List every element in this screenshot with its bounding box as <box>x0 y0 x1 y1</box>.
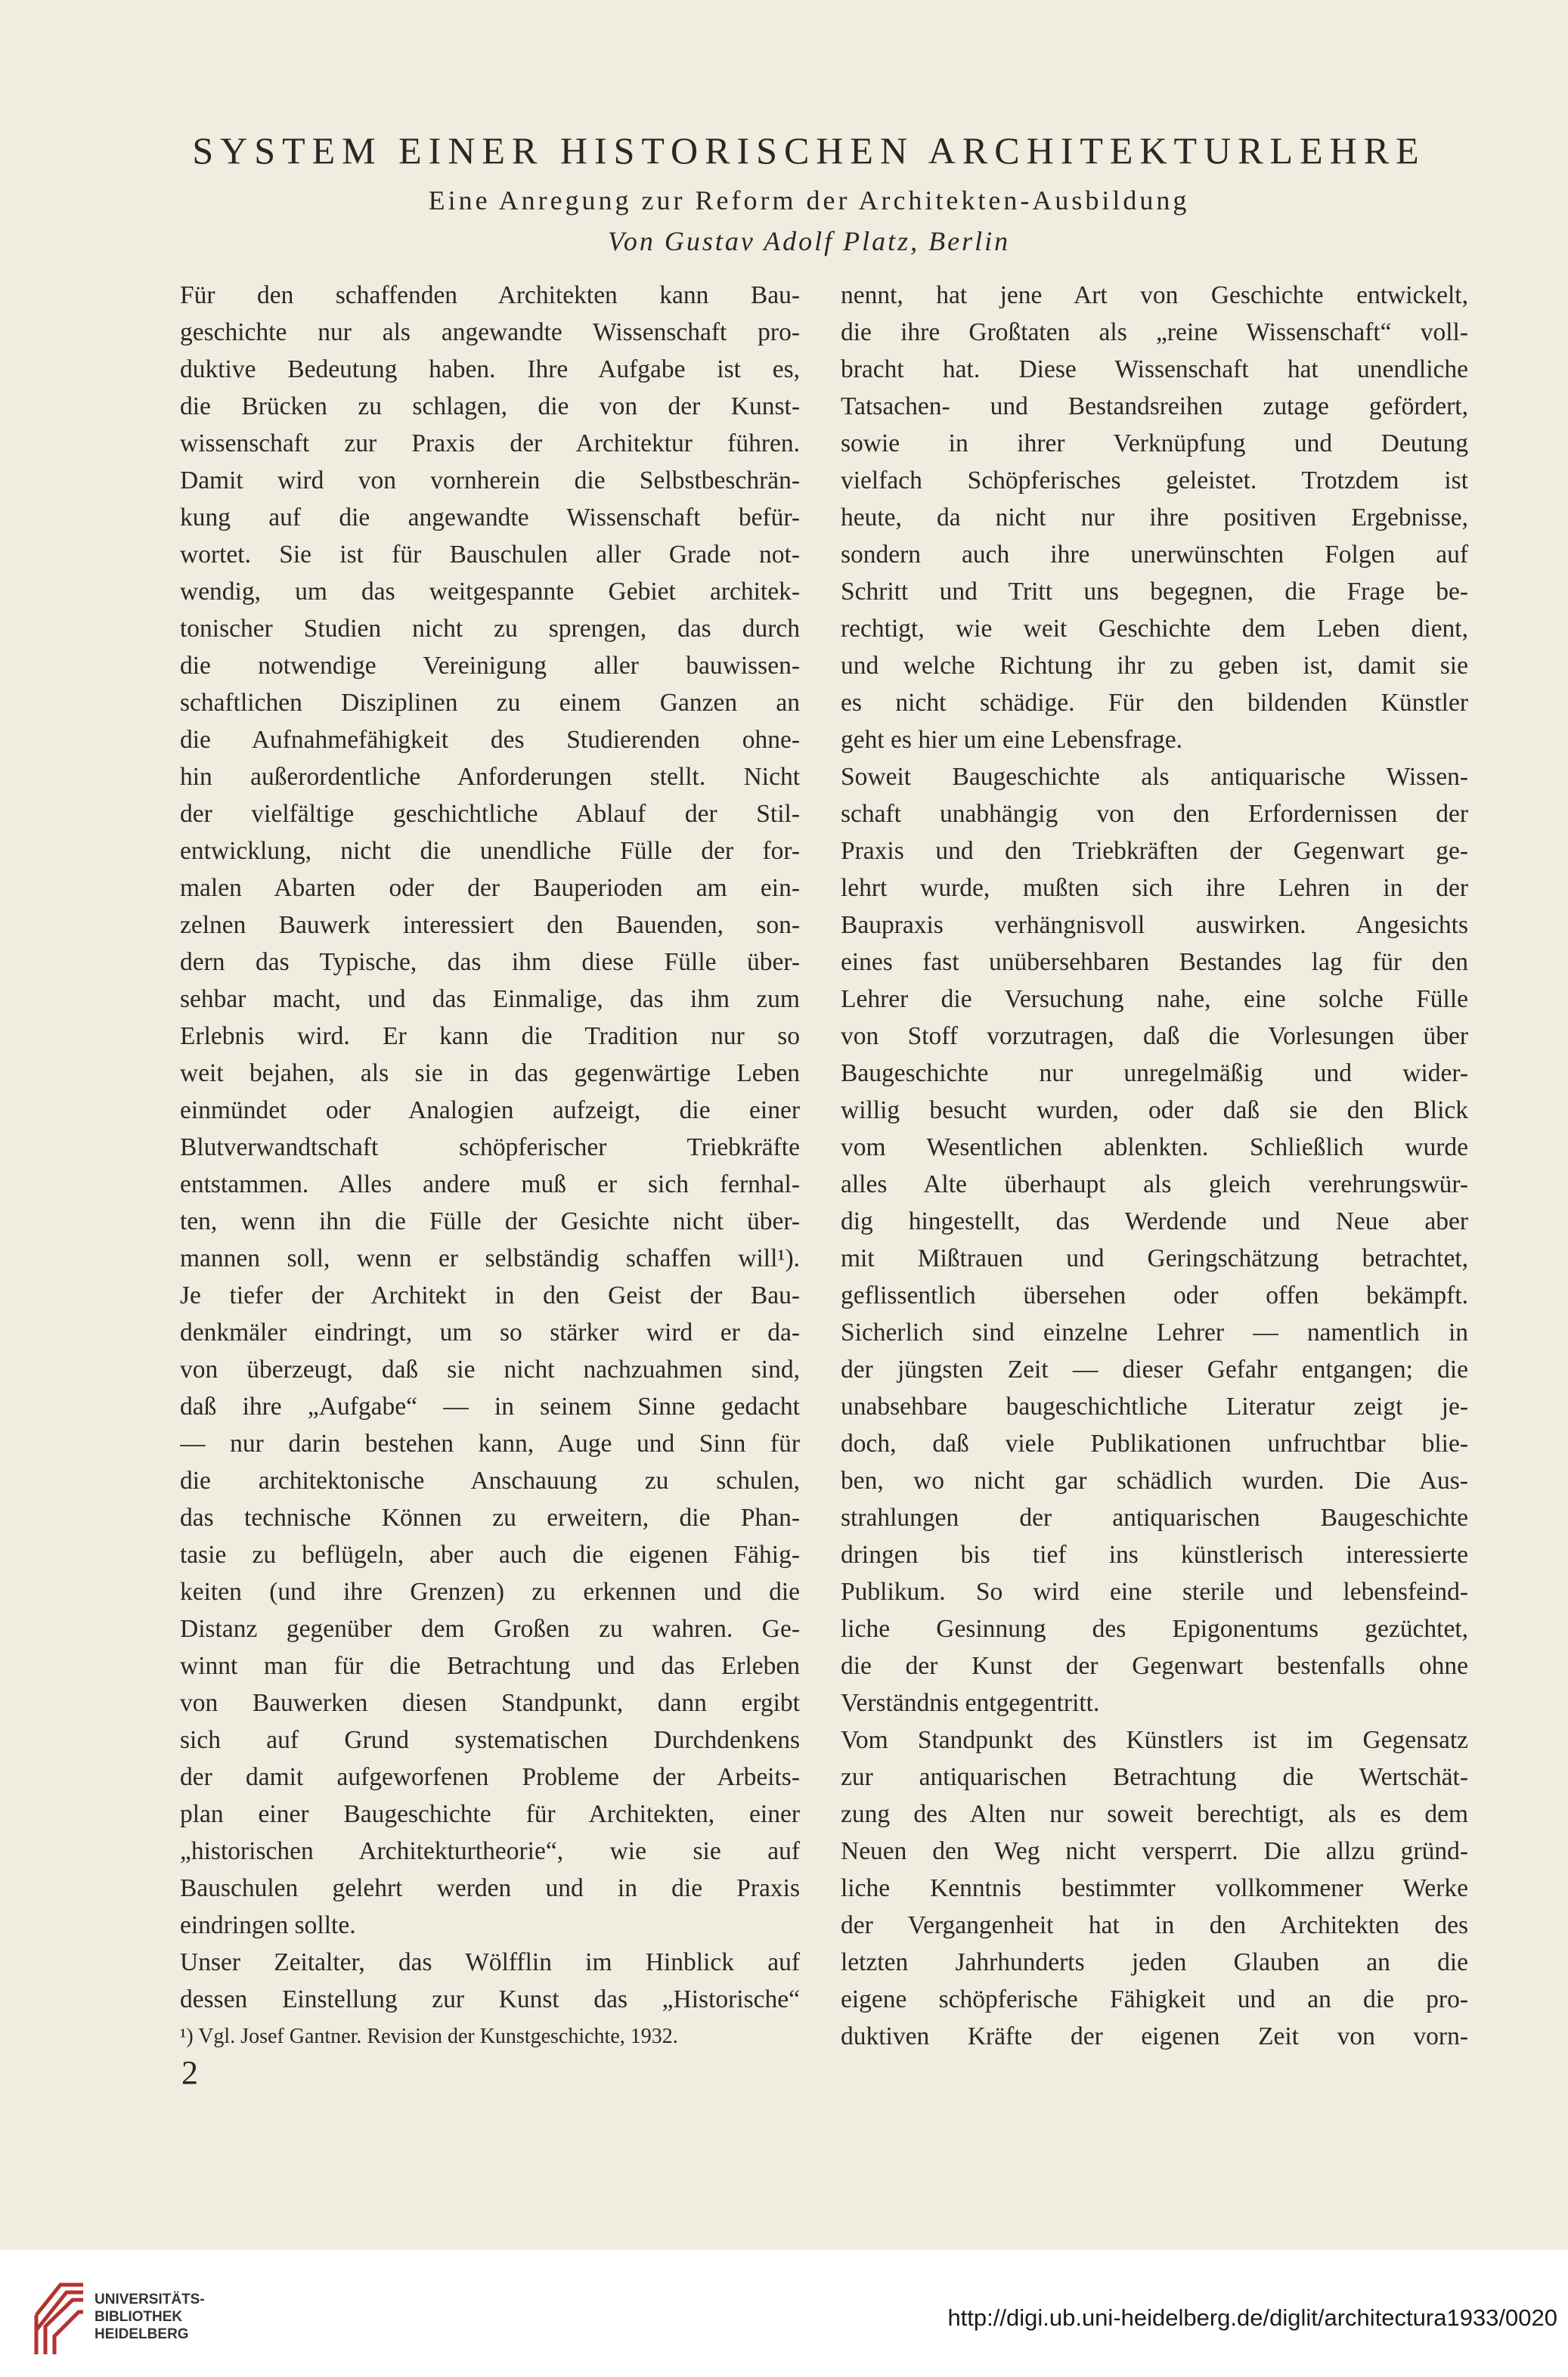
text-line: Für den schaffenden Architekten kann Bau- <box>180 281 800 309</box>
text-line: das technische Können zu erweitern, die Phan- <box>180 1504 800 1532</box>
text-line: Bauschulen gelehrt werden und in die Praxis <box>180 1874 800 1902</box>
text-line: Soweit Baugeschichte als antiquarische Wissen- <box>841 763 1468 791</box>
text-line: alles Alte überhaupt als gleich verehrungswür- <box>841 1170 1468 1198</box>
text-line: von Stoff vorzutragen, daß die Vorlesungen über <box>841 1022 1468 1050</box>
text-line: vielfach Schöpferisches geleistet. Trotzdem ist <box>841 466 1468 494</box>
text-line: zur antiquarischen Betrachtung die Wertschät- <box>841 1763 1468 1791</box>
text-line: doch, daß viele Publikationen unfruchtbar blie- <box>841 1430 1468 1458</box>
text-line: Sicherlich sind einzelne Lehrer — namentlich in <box>841 1319 1468 1347</box>
text-line: Distanz gegenüber dem Großen zu wahren. Ge- <box>180 1615 800 1643</box>
text-line: sehbar macht, und das Einmalige, das ihm zum <box>180 985 800 1013</box>
text-line: es nicht schädige. Für den bildenden Künstler <box>841 689 1468 717</box>
text-line: Praxis und den Triebkräften der Gegenwart ge- <box>841 837 1468 865</box>
text-line: kung auf die angewandte Wissenschaft befür- <box>180 504 800 531</box>
library-logo-icon <box>30 2270 89 2360</box>
text-line: eigene schöpferische Fähigkeit und an die pro- <box>841 1985 1468 2013</box>
text-line: die der Kunst der Gegenwart bestenfalls ohne <box>841 1652 1468 1680</box>
page-number: 2 <box>181 2054 198 2091</box>
text-line: ten, wenn ihn die Fülle der Gesichte nicht über- <box>180 1207 800 1235</box>
text-line: nennt, hat jene Art von Geschichte entwickelt, <box>841 281 1468 309</box>
text-line: die Aufnahmefähigkeit des Studierenden ohne- <box>180 726 800 754</box>
text-line: sowie in ihrer Verknüpfung und Deutung <box>841 429 1468 457</box>
text-line: Damit wird von vornherein die Selbstbeschrän- <box>180 466 800 494</box>
text-line: lehrt wurde, mußten sich ihre Lehren in der <box>841 874 1468 902</box>
text-line: Baugeschichte nur unregelmäßig und wider- <box>841 1059 1468 1087</box>
text-line: Je tiefer der Architekt in den Geist der Bau- <box>180 1281 800 1309</box>
text-line: eines fast unübersehbaren Bestandes lag für den <box>841 948 1468 976</box>
text-line: dern das Typische, das ihm diese Fülle über- <box>180 948 800 976</box>
text-line: dringen bis tief ins künstlerisch interessierte <box>841 1541 1468 1569</box>
right-column <box>841 277 1468 2055</box>
text-line: daß ihre „Aufgabe“ — in seinem Sinne gedacht <box>180 1393 800 1421</box>
text-line: „historischen Architekturtheorie“, wie sie auf <box>180 1837 800 1865</box>
text-line: eindringen sollte. <box>180 1911 356 1939</box>
text-line: wendig, um das weitgespannte Gebiet architek- <box>180 578 800 606</box>
text-line: und welche Richtung ihr zu geben ist, damit sie <box>841 652 1468 680</box>
text-line: ben, wo nicht gar schädlich wurden. Die Aus- <box>841 1467 1468 1495</box>
text-line: Lehrer die Versuchung nahe, eine solche Fülle <box>841 985 1468 1013</box>
text-line: Verständnis entgegentritt. <box>841 1689 1100 1717</box>
text-line: zelnen Bauwerk interessiert den Bauenden, son- <box>180 911 800 939</box>
library-name <box>95 2291 205 2343</box>
text-line: der jüngsten Zeit — dieser Gefahr entgangen; die <box>841 1356 1468 1384</box>
text-line: von Bauwerken diesen Standpunkt, dann ergibt <box>180 1689 800 1717</box>
text-line: mannen soll, wenn er selbständig schaffen will¹). <box>180 1244 800 1272</box>
text-line: geht es hier um eine Lebensfrage. <box>841 726 1183 754</box>
text-line: duktiven Kräfte der eigenen Zeit von vorn- <box>841 2022 1468 2050</box>
text-line: der damit aufgeworfenen Probleme der Arbeits- <box>180 1763 800 1791</box>
text-line: — nur darin bestehen kann, Auge und Sinn für <box>180 1430 800 1458</box>
text-line: dessen Einstellung zur Kunst das „Historische“ <box>180 1985 800 2013</box>
text-line: geschichte nur als angewandte Wissenschaft pro- <box>180 318 800 346</box>
text-line: Baupraxis verhängnisvoll auswirken. Angesichts <box>841 911 1468 939</box>
text-line: entstammen. Alles andere muß er sich fernhal- <box>180 1170 800 1198</box>
text-line: dig hingestellt, das Werdende und Neue aber <box>841 1207 1468 1235</box>
text-line: malen Abarten oder der Bauperioden am ein- <box>180 874 800 902</box>
text-line: rechtigt, wie weit Geschichte dem Leben dient, <box>841 615 1468 643</box>
text-line: heute, da nicht nur ihre positiven Ergebnisse, <box>841 504 1468 531</box>
text-line: tasie zu beflügeln, aber auch die eigenen Fähig- <box>180 1541 800 1569</box>
text-line: zung des Alten nur soweit berechtigt, als es dem <box>841 1800 1468 1828</box>
source-url-link[interactable]: http://digi.ub.uni-heidelberg.de/diglit/architectura1933/0020 <box>947 2304 1557 2331</box>
text-line: Publikum. So wird eine sterile und lebensfeind- <box>841 1578 1468 1606</box>
text-line: Unser Zeitalter, das Wölfflin im Hinblick auf <box>180 1948 800 1976</box>
text-line: die architektonische Anschauung zu schulen, <box>180 1467 800 1495</box>
text-line: von überzeugt, daß sie nicht nachzuahmen sind, <box>180 1356 800 1384</box>
text-line: tonischer Studien nicht zu sprengen, das durch <box>180 615 800 643</box>
text-line: Neuen den Weg nicht versperrt. Die allzu gründ- <box>841 1837 1468 1865</box>
text-line: keiten (und ihre Grenzen) zu erkennen und die <box>180 1578 800 1606</box>
text-line: willig besucht wurden, oder daß sie den Blick <box>841 1096 1468 1124</box>
text-line: duktive Bedeutung haben. Ihre Aufgabe ist es, <box>180 355 800 383</box>
article-title: SYSTEM EINER HISTORISCHEN ARCHITEKTURLEHRE <box>192 129 1426 172</box>
text-line: Vom Standpunkt des Künstlers ist im Gegensatz <box>841 1726 1468 1754</box>
text-line: hin außerordentliche Anforderungen stellt. Nicht <box>180 763 800 791</box>
left-column <box>180 277 800 2055</box>
text-line: vom Wesentlichen ablenkten. Schließlich wurde <box>841 1133 1468 1161</box>
text-line: der vielfältige geschichtliche Ablauf der Stil- <box>180 800 800 828</box>
text-line: die ihre Großtaten als „reine Wissenschaft“ voll- <box>841 318 1468 346</box>
text-line: letzten Jahrhunderts jeden Glauben an die <box>841 1948 1468 1976</box>
text-line: denkmäler eindringt, um so stärker wird er da- <box>180 1319 800 1347</box>
article-subtitle: Eine Anregung zur Reform der Architekten-Ausbildung <box>428 185 1190 215</box>
library-line: UNIVERSITÄTS- <box>95 2292 205 2307</box>
text-line: liche Gesinnung des Epigonentums gezüchtet, <box>841 1615 1468 1643</box>
text-line: strahlungen der antiquarischen Baugeschichte <box>841 1504 1468 1532</box>
text-line: Erlebnis wird. Er kann die Tradition nur so <box>180 1022 800 1050</box>
text-line: Tatsachen- und Bestandsreihen zutage gefördert, <box>841 392 1468 420</box>
article-byline: Von Gustav Adolf Platz, Berlin <box>607 226 1011 256</box>
text-line: entwicklung, nicht die unendliche Fülle der for- <box>180 837 800 865</box>
text-line: die Brücken zu schlagen, die von der Kunst- <box>180 392 800 420</box>
text-line: weit bejahen, als sie in das gegenwärtige Leben <box>180 1059 800 1087</box>
text-line: mit Mißtrauen und Geringschätzung betrachtet, <box>841 1244 1468 1272</box>
text-line: wortet. Sie ist für Bauschulen aller Grade not- <box>180 541 800 569</box>
text-line: wissenschaft zur Praxis der Architektur führen. <box>180 429 800 457</box>
text-line: Schritt und Tritt uns begegnen, die Frage be- <box>841 578 1468 606</box>
text-line: einmündet oder Analogien aufzeigt, die einer <box>180 1096 800 1124</box>
text-line: bracht hat. Diese Wissenschaft hat unendliche <box>841 355 1468 383</box>
text-line: plan einer Baugeschichte für Architekten, einer <box>180 1800 800 1828</box>
text-line: winnt man für die Betrachtung und das Erleben <box>180 1652 800 1680</box>
text-line: die notwendige Vereinigung aller bauwissen- <box>180 652 800 680</box>
text-line: liche Kenntnis bestimmter vollkommener Werke <box>841 1874 1468 1902</box>
text-line: sich auf Grund systematischen Durchdenkens <box>180 1726 800 1754</box>
text-line: der Vergangenheit hat in den Architekten des <box>841 1911 1468 1939</box>
text-line: schaftlichen Disziplinen zu einem Ganzen an <box>180 689 800 717</box>
library-line: HEIDELBERG <box>95 2326 189 2342</box>
text-line: Blutverwandtschaft schöpferischer Triebkräfte <box>180 1133 800 1161</box>
text-line: geflissentlich übersehen oder offen bekämpft. <box>841 1281 1468 1309</box>
text-line: sondern auch ihre unerwünschten Folgen auf <box>841 541 1468 569</box>
text-line: unabsehbare baugeschichtliche Literatur zeigt je- <box>841 1393 1468 1421</box>
text-line: schaft unabhängig von den Erfordernissen der <box>841 800 1468 828</box>
library-line: BIBLIOTHEK <box>95 2309 183 2325</box>
footnote: ¹) Vgl. Josef Gantner. Revision der Kunstgeschichte, 1932. <box>180 2025 678 2048</box>
